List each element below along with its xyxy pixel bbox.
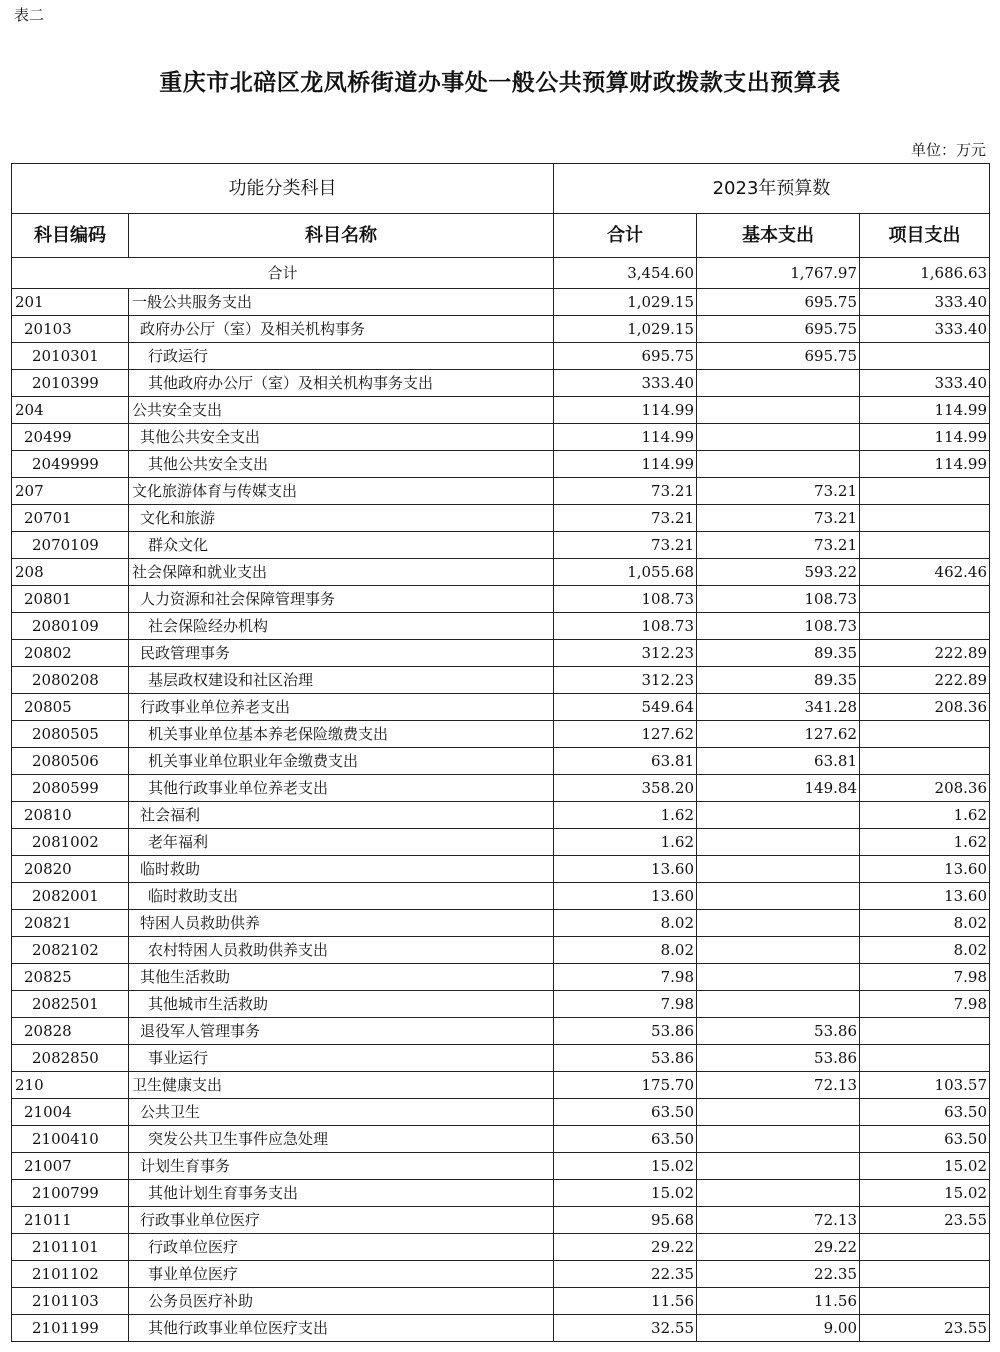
- cell-total: 7.98: [554, 991, 697, 1018]
- cell-project: 23.55: [860, 1315, 990, 1342]
- cell-code: 2010399: [12, 370, 129, 397]
- cell-project: 23.55: [860, 1207, 990, 1234]
- cell-project: 333.40: [860, 316, 990, 343]
- cell-total: 15.02: [554, 1180, 697, 1207]
- table-row: [12, 289, 990, 316]
- table-row: [12, 559, 990, 586]
- cell-total: 32.55: [554, 1315, 697, 1342]
- cell-project: [860, 1261, 990, 1288]
- cell-name: 群众文化: [129, 532, 554, 559]
- cell-name: 事业运行: [129, 1045, 554, 1072]
- cell-total: 695.75: [554, 343, 697, 370]
- header-code: 科目编码: [12, 214, 129, 258]
- table-row: [12, 1072, 990, 1099]
- cell-project: 462.46: [860, 559, 990, 586]
- cell-name: 民政管理事务: [129, 640, 554, 667]
- cell-name: 其他行政事业单位养老支出: [129, 775, 554, 802]
- cell-basic: 53.86: [697, 1018, 860, 1045]
- cell-total: 1,029.15: [554, 316, 697, 343]
- cell-total: 15.02: [554, 1153, 697, 1180]
- cell-name: 其他城市生活救助: [129, 991, 554, 1018]
- cell-total: 114.99: [554, 451, 697, 478]
- cell-name: 行政事业单位养老支出: [129, 694, 554, 721]
- cell-name: 一般公共服务支出: [129, 289, 554, 316]
- cell-project: 333.40: [860, 289, 990, 316]
- table-row: [12, 640, 990, 667]
- cell-basic: 73.21: [697, 478, 860, 505]
- cell-name: 老年福利: [129, 829, 554, 856]
- cell-total: 358.20: [554, 775, 697, 802]
- cell-basic: 695.75: [697, 343, 860, 370]
- cell-total: 73.21: [554, 532, 697, 559]
- header-project: 项目支出: [860, 214, 990, 258]
- header-row-group: [12, 164, 990, 214]
- cell-code: 20802: [12, 640, 129, 667]
- cell-project: 63.50: [860, 1099, 990, 1126]
- header-functional-classification: 功能分类科目: [12, 164, 554, 214]
- cell-total: 53.86: [554, 1018, 697, 1045]
- table-row: [12, 856, 990, 883]
- cell-name: 行政单位医疗: [129, 1234, 554, 1261]
- cell-basic: 63.81: [697, 748, 860, 775]
- cell-code: 21007: [12, 1153, 129, 1180]
- cell-code: 20828: [12, 1018, 129, 1045]
- cell-project: 114.99: [860, 397, 990, 424]
- cell-total: 114.99: [554, 397, 697, 424]
- cell-basic: [697, 964, 860, 991]
- table-row: [12, 1018, 990, 1045]
- cell-total: 95.68: [554, 1207, 697, 1234]
- cell-code: 2082501: [12, 991, 129, 1018]
- cell-code: 2081002: [12, 829, 129, 856]
- cell-basic: [697, 991, 860, 1018]
- table-row: [12, 370, 990, 397]
- cell-name: 公共安全支出: [129, 397, 554, 424]
- cell-code: 2100410: [12, 1126, 129, 1153]
- header-budget-year: 2023年预算数: [554, 164, 990, 214]
- cell-code: 207: [12, 478, 129, 505]
- table-row: [12, 991, 990, 1018]
- cell-project: [860, 532, 990, 559]
- cell-total: 73.21: [554, 505, 697, 532]
- cell-code: 2080109: [12, 613, 129, 640]
- table-row: [12, 964, 990, 991]
- table-row: [12, 1261, 990, 1288]
- cell-total: 108.73: [554, 613, 697, 640]
- cell-basic: 341.28: [697, 694, 860, 721]
- cell-project: 103.57: [860, 1072, 990, 1099]
- cell-basic: 72.13: [697, 1207, 860, 1234]
- cell-project: [860, 586, 990, 613]
- table-row: [12, 1045, 990, 1072]
- cell-code: 21011: [12, 1207, 129, 1234]
- table-row: [12, 1234, 990, 1261]
- cell-code: 208: [12, 559, 129, 586]
- cell-total: 11.56: [554, 1288, 697, 1315]
- cell-total: 73.21: [554, 478, 697, 505]
- cell-total: 1.62: [554, 829, 697, 856]
- cell-code: 2100799: [12, 1180, 129, 1207]
- cell-project: 114.99: [860, 424, 990, 451]
- cell-project: 13.60: [860, 856, 990, 883]
- cell-total: 108.73: [554, 586, 697, 613]
- cell-basic: [697, 1153, 860, 1180]
- cell-name: 行政运行: [129, 343, 554, 370]
- table-row: [12, 775, 990, 802]
- cell-total: 312.23: [554, 667, 697, 694]
- cell-basic: 108.73: [697, 586, 860, 613]
- cell-code: 2082850: [12, 1045, 129, 1072]
- cell-basic: [697, 802, 860, 829]
- cell-code: 2080599: [12, 775, 129, 802]
- cell-code: 2049999: [12, 451, 129, 478]
- cell-basic: 593.22: [697, 559, 860, 586]
- cell-basic: 11.56: [697, 1288, 860, 1315]
- table-number-label: 表二: [14, 6, 45, 24]
- cell-basic: 695.75: [697, 289, 860, 316]
- cell-code: 20820: [12, 856, 129, 883]
- cell-code: 20805: [12, 694, 129, 721]
- cell-code: 201: [12, 289, 129, 316]
- cell-name: 文化和旅游: [129, 505, 554, 532]
- cell-code: 2101103: [12, 1288, 129, 1315]
- cell-name: 事业单位医疗: [129, 1261, 554, 1288]
- cell-project: [860, 1018, 990, 1045]
- cell-total: 127.62: [554, 721, 697, 748]
- cell-name: 人力资源和社会保障管理事务: [129, 586, 554, 613]
- table-row: [12, 343, 990, 370]
- cell-name: 农村特困人员救助供养支出: [129, 937, 554, 964]
- cell-name: 机关事业单位基本养老保险缴费支出: [129, 721, 554, 748]
- cell-project: [860, 1288, 990, 1315]
- cell-total: 549.64: [554, 694, 697, 721]
- cell-basic: [697, 1099, 860, 1126]
- header-row-columns: [12, 214, 990, 258]
- cell-code: 20801: [12, 586, 129, 613]
- table-row: [12, 748, 990, 775]
- cell-name: 临时救助: [129, 856, 554, 883]
- table-row: [12, 667, 990, 694]
- cell-project: 7.98: [860, 991, 990, 1018]
- cell-name: 突发公共卫生事件应急处理: [129, 1126, 554, 1153]
- cell-name: 临时救助支出: [129, 883, 554, 910]
- cell-project: 208.36: [860, 775, 990, 802]
- cell-name: 基层政权建设和社区治理: [129, 667, 554, 694]
- cell-code: 2101101: [12, 1234, 129, 1261]
- cell-basic: 73.21: [697, 505, 860, 532]
- table-row: [12, 505, 990, 532]
- table-row: [12, 721, 990, 748]
- cell-total: 312.23: [554, 640, 697, 667]
- cell-basic: 22.35: [697, 1261, 860, 1288]
- header-name: 科目名称: [129, 214, 554, 258]
- table-row: [12, 586, 990, 613]
- cell-code: 2080506: [12, 748, 129, 775]
- cell-basic: [697, 937, 860, 964]
- cell-total: 114.99: [554, 424, 697, 451]
- table-row: [12, 1207, 990, 1234]
- table-row: [12, 1288, 990, 1315]
- table-row: [12, 478, 990, 505]
- cell-project: 7.98: [860, 964, 990, 991]
- cell-name: 机关事业单位职业年金缴费支出: [129, 748, 554, 775]
- cell-project: 333.40: [860, 370, 990, 397]
- total-label: 合计: [12, 258, 554, 289]
- cell-total: 22.35: [554, 1261, 697, 1288]
- cell-code: 2010301: [12, 343, 129, 370]
- table-row: [12, 424, 990, 451]
- cell-name: 退役军人管理事务: [129, 1018, 554, 1045]
- cell-project: 222.89: [860, 640, 990, 667]
- total-total: 3,454.60: [554, 258, 697, 289]
- cell-basic: [697, 370, 860, 397]
- cell-total: 63.81: [554, 748, 697, 775]
- cell-total: 333.40: [554, 370, 697, 397]
- cell-code: 20701: [12, 505, 129, 532]
- table-row: [12, 613, 990, 640]
- cell-code: 2101199: [12, 1315, 129, 1342]
- cell-project: [860, 613, 990, 640]
- cell-project: 208.36: [860, 694, 990, 721]
- cell-name: 其他生活救助: [129, 964, 554, 991]
- cell-project: 114.99: [860, 451, 990, 478]
- table-row: [12, 883, 990, 910]
- unit-label: 单位：万元: [910, 141, 986, 159]
- cell-project: 1.62: [860, 829, 990, 856]
- cell-code: 2070109: [12, 532, 129, 559]
- total-row: [12, 258, 990, 289]
- cell-code: 2082102: [12, 937, 129, 964]
- cell-project: 15.02: [860, 1180, 990, 1207]
- cell-code: 20821: [12, 910, 129, 937]
- cell-name: 社会保险经办机构: [129, 613, 554, 640]
- cell-code: 21004: [12, 1099, 129, 1126]
- cell-total: 1,029.15: [554, 289, 697, 316]
- cell-project: [860, 1234, 990, 1261]
- cell-total: 13.60: [554, 856, 697, 883]
- cell-code: 2101102: [12, 1261, 129, 1288]
- table-row: [12, 397, 990, 424]
- cell-name: 计划生育事务: [129, 1153, 554, 1180]
- cell-name: 政府办公厅（室）及相关机构事务: [129, 316, 554, 343]
- cell-project: [860, 721, 990, 748]
- cell-name: 公务员医疗补助: [129, 1288, 554, 1315]
- cell-name: 其他行政事业单位医疗支出: [129, 1315, 554, 1342]
- cell-project: 63.50: [860, 1126, 990, 1153]
- cell-basic: 72.13: [697, 1072, 860, 1099]
- cell-basic: 29.22: [697, 1234, 860, 1261]
- table-row: [12, 910, 990, 937]
- cell-project: 15.02: [860, 1153, 990, 1180]
- cell-basic: [697, 1126, 860, 1153]
- cell-name: 其他公共安全支出: [129, 424, 554, 451]
- cell-code: 210: [12, 1072, 129, 1099]
- table-row: [12, 937, 990, 964]
- cell-basic: 89.35: [697, 640, 860, 667]
- cell-name: 社会福利: [129, 802, 554, 829]
- cell-basic: [697, 829, 860, 856]
- page-title: 重庆市北碚区龙凤桥街道办事处一般公共预算财政拨款支出预算表: [159, 70, 841, 96]
- cell-project: 222.89: [860, 667, 990, 694]
- table-row: [12, 1099, 990, 1126]
- cell-project: 13.60: [860, 883, 990, 910]
- cell-total: 13.60: [554, 883, 697, 910]
- cell-basic: [697, 424, 860, 451]
- cell-basic: [697, 451, 860, 478]
- cell-basic: [697, 856, 860, 883]
- cell-project: [860, 343, 990, 370]
- cell-code: 20499: [12, 424, 129, 451]
- total-project: 1,686.63: [860, 258, 990, 289]
- cell-code: 20825: [12, 964, 129, 991]
- cell-total: 63.50: [554, 1126, 697, 1153]
- cell-code: 2080208: [12, 667, 129, 694]
- cell-basic: 149.84: [697, 775, 860, 802]
- table-row: [12, 1153, 990, 1180]
- cell-name: 公共卫生: [129, 1099, 554, 1126]
- cell-basic: 9.00: [697, 1315, 860, 1342]
- cell-name: 行政事业单位医疗: [129, 1207, 554, 1234]
- cell-code: 20103: [12, 316, 129, 343]
- cell-total: 175.70: [554, 1072, 697, 1099]
- cell-total: 7.98: [554, 964, 697, 991]
- total-basic: 1,767.97: [697, 258, 860, 289]
- cell-basic: 53.86: [697, 1045, 860, 1072]
- cell-project: [860, 1045, 990, 1072]
- table-row: [12, 829, 990, 856]
- cell-project: [860, 748, 990, 775]
- cell-project: 8.02: [860, 910, 990, 937]
- table-row: [12, 1315, 990, 1342]
- cell-project: [860, 505, 990, 532]
- cell-basic: 89.35: [697, 667, 860, 694]
- cell-project: [860, 478, 990, 505]
- cell-basic: [697, 1180, 860, 1207]
- table-row: [12, 802, 990, 829]
- cell-code: 2082001: [12, 883, 129, 910]
- cell-name: 其他政府办公厅（室）及相关机构事务支出: [129, 370, 554, 397]
- table-row: [12, 694, 990, 721]
- cell-project: 1.62: [860, 802, 990, 829]
- cell-name: 其他计划生育事务支出: [129, 1180, 554, 1207]
- cell-basic: [697, 883, 860, 910]
- cell-total: 1,055.68: [554, 559, 697, 586]
- cell-basic: [697, 910, 860, 937]
- table-row: [12, 532, 990, 559]
- cell-code: 204: [12, 397, 129, 424]
- cell-basic: 127.62: [697, 721, 860, 748]
- cell-name: 社会保障和就业支出: [129, 559, 554, 586]
- header-total: 合计: [554, 214, 697, 258]
- cell-total: 8.02: [554, 910, 697, 937]
- cell-code: 2080505: [12, 721, 129, 748]
- cell-total: 1.62: [554, 802, 697, 829]
- budget-table: [11, 163, 990, 1342]
- table-row: [12, 451, 990, 478]
- header-basic: 基本支出: [697, 214, 860, 258]
- table-row: [12, 1180, 990, 1207]
- table-row: [12, 316, 990, 343]
- cell-basic: 108.73: [697, 613, 860, 640]
- cell-code: 20810: [12, 802, 129, 829]
- cell-total: 29.22: [554, 1234, 697, 1261]
- cell-basic: [697, 397, 860, 424]
- cell-total: 8.02: [554, 937, 697, 964]
- cell-name: 其他公共安全支出: [129, 451, 554, 478]
- table-row: [12, 1126, 990, 1153]
- cell-project: 8.02: [860, 937, 990, 964]
- cell-basic: 73.21: [697, 532, 860, 559]
- cell-name: 特困人员救助供养: [129, 910, 554, 937]
- cell-name: 卫生健康支出: [129, 1072, 554, 1099]
- cell-name: 文化旅游体育与传媒支出: [129, 478, 554, 505]
- cell-basic: 695.75: [697, 316, 860, 343]
- cell-total: 63.50: [554, 1099, 697, 1126]
- cell-total: 53.86: [554, 1045, 697, 1072]
